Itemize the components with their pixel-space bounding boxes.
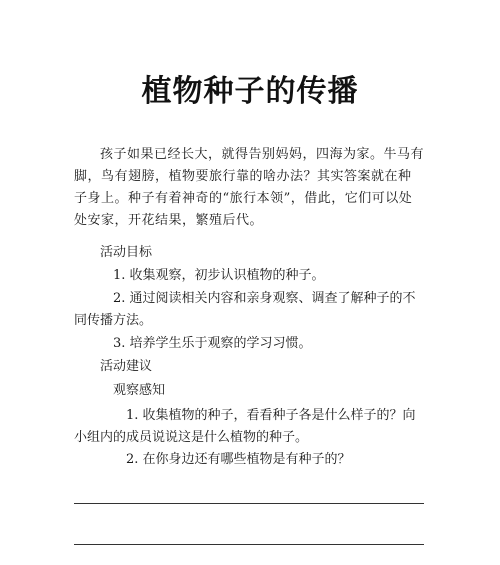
answer-line-2 — [74, 544, 424, 545]
goal-item-3: 3. 培养学生乐于观察的学习习惯。 — [113, 336, 312, 351]
page-title: 植物种子的传播 — [141, 74, 359, 109]
suggestions-subheading: 观察感知 — [113, 383, 166, 398]
intro-paragraph: 孩子如果已经长大，就得告别妈妈，四海为家。牛马有脚，鸟有翅膀，植物要旅行靠的啥办法？其实答案就在种子身上。种子有着神奇的“旅行本领”，借此，它们可以处处安家，开花结果，繁殖后代。 — [74, 147, 425, 228]
suggestion-item-1: 1. 收集植物的种子，看看种子各是什么样子的？向小组内的成员说说这是什么植物的种子。 — [74, 408, 416, 445]
goal-item-1: 1. 收集观察，初步认识植物的种子。 — [113, 268, 325, 283]
goal-item-2: 2. 通过阅读相关内容和亲身观察、调查了解种子的不同传播方法。 — [74, 291, 416, 328]
answer-line-1 — [74, 503, 424, 504]
suggestions-heading: 活动建议 — [100, 359, 153, 374]
goals-heading: 活动目标 — [100, 245, 153, 260]
suggestion-item-2: 2. 在你身边还有哪些植物是有种子的？ — [126, 452, 351, 467]
